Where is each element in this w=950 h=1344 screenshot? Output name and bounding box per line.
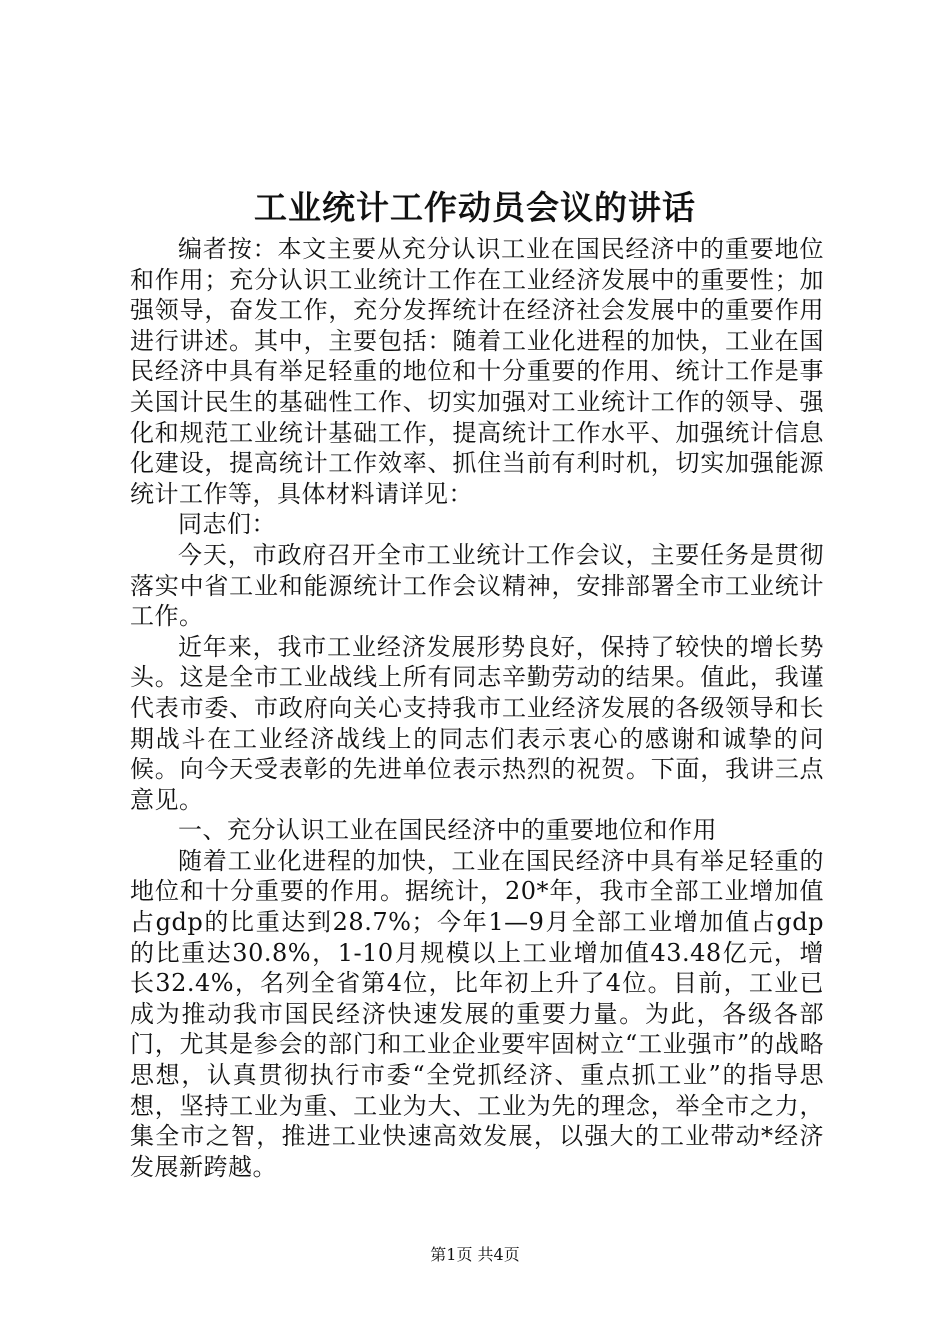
body-paragraph: 随着工业化进程的加快，工业在国民经济中具有举足轻重的地位和十分重要的作用。据统计，20*年，我市全部工业增加值占gdp的比重达到28.7%；今年1—9月全部工业增加值占gdp的比重达30.8%，1-10月规模以上工业增加值43.48亿元，增长32.4%，名列全省第4位，比年初上升了4位。目前，工业已成为推动我市国民经济快速发展的重要力量。为此，各级各部门，尤其是参会的部门和工业企业要牢固树立“工业强市”的战略思想，认真贯彻执行市委“全党抓经济、重点抓工业”的指导思想，坚持工业为重、工业为大、工业为先的理念，举全市之力，集全市之智，推进工业快速高效发展，以强大的工业带动*经济发展新跨越。 (130, 846, 824, 1181)
document-title: 工业统计工作动员会议的讲话 (254, 188, 696, 227)
document-body (130, 234, 824, 1182)
body-paragraph: 近年来，我市工业经济发展形势良好，保持了较快的增长势头。这是全市工业战线上所有同志辛勤劳动的结果。值此，我谨代表市委、市政府向关心支持我市工业经济发展的各级领导和长期战斗在工业经济战线上的同志们表示衷心的感谢和诚挚的问候。向今天受表彰的先进单位表示热烈的祝贺。下面，我讲三点意见。 (130, 632, 824, 814)
section-heading: 一、充分认识工业在国民经济中的重要地位和作用 (178, 816, 717, 845)
salutation-paragraph: 同志们： (178, 510, 276, 539)
page-footer: 第1页 共4页 (430, 1245, 520, 1264)
body-paragraph: 今天，市政府召开全市工业统计工作会议，主要任务是贯彻落实中省工业和能源统计工作会议精神，安排部署全市工业统计工作。 (130, 540, 824, 631)
editor-note-paragraph: 编者按：本文主要从充分认识工业在国民经济中的重要地位和作用；充分认识工业统计工作在工业经济发展中的重要性；加强领导，奋发工作，充分发挥统计在经济社会发展中的重要作用进行讲述。其中，主要包括：随着工业化进程的加快，工业在国民经济中具有举足轻重的地位和十分重要的作用、统计工作是事关国计民生的基础性工作、切实加强对工业统计工作的领导、强化和规范工业统计基础工作，提高统计工作水平、加强统计信息化建设，提高统计工作效率、抓住当前有利时机，切实加强能源统计工作等，具体材料请详见： (130, 235, 824, 508)
